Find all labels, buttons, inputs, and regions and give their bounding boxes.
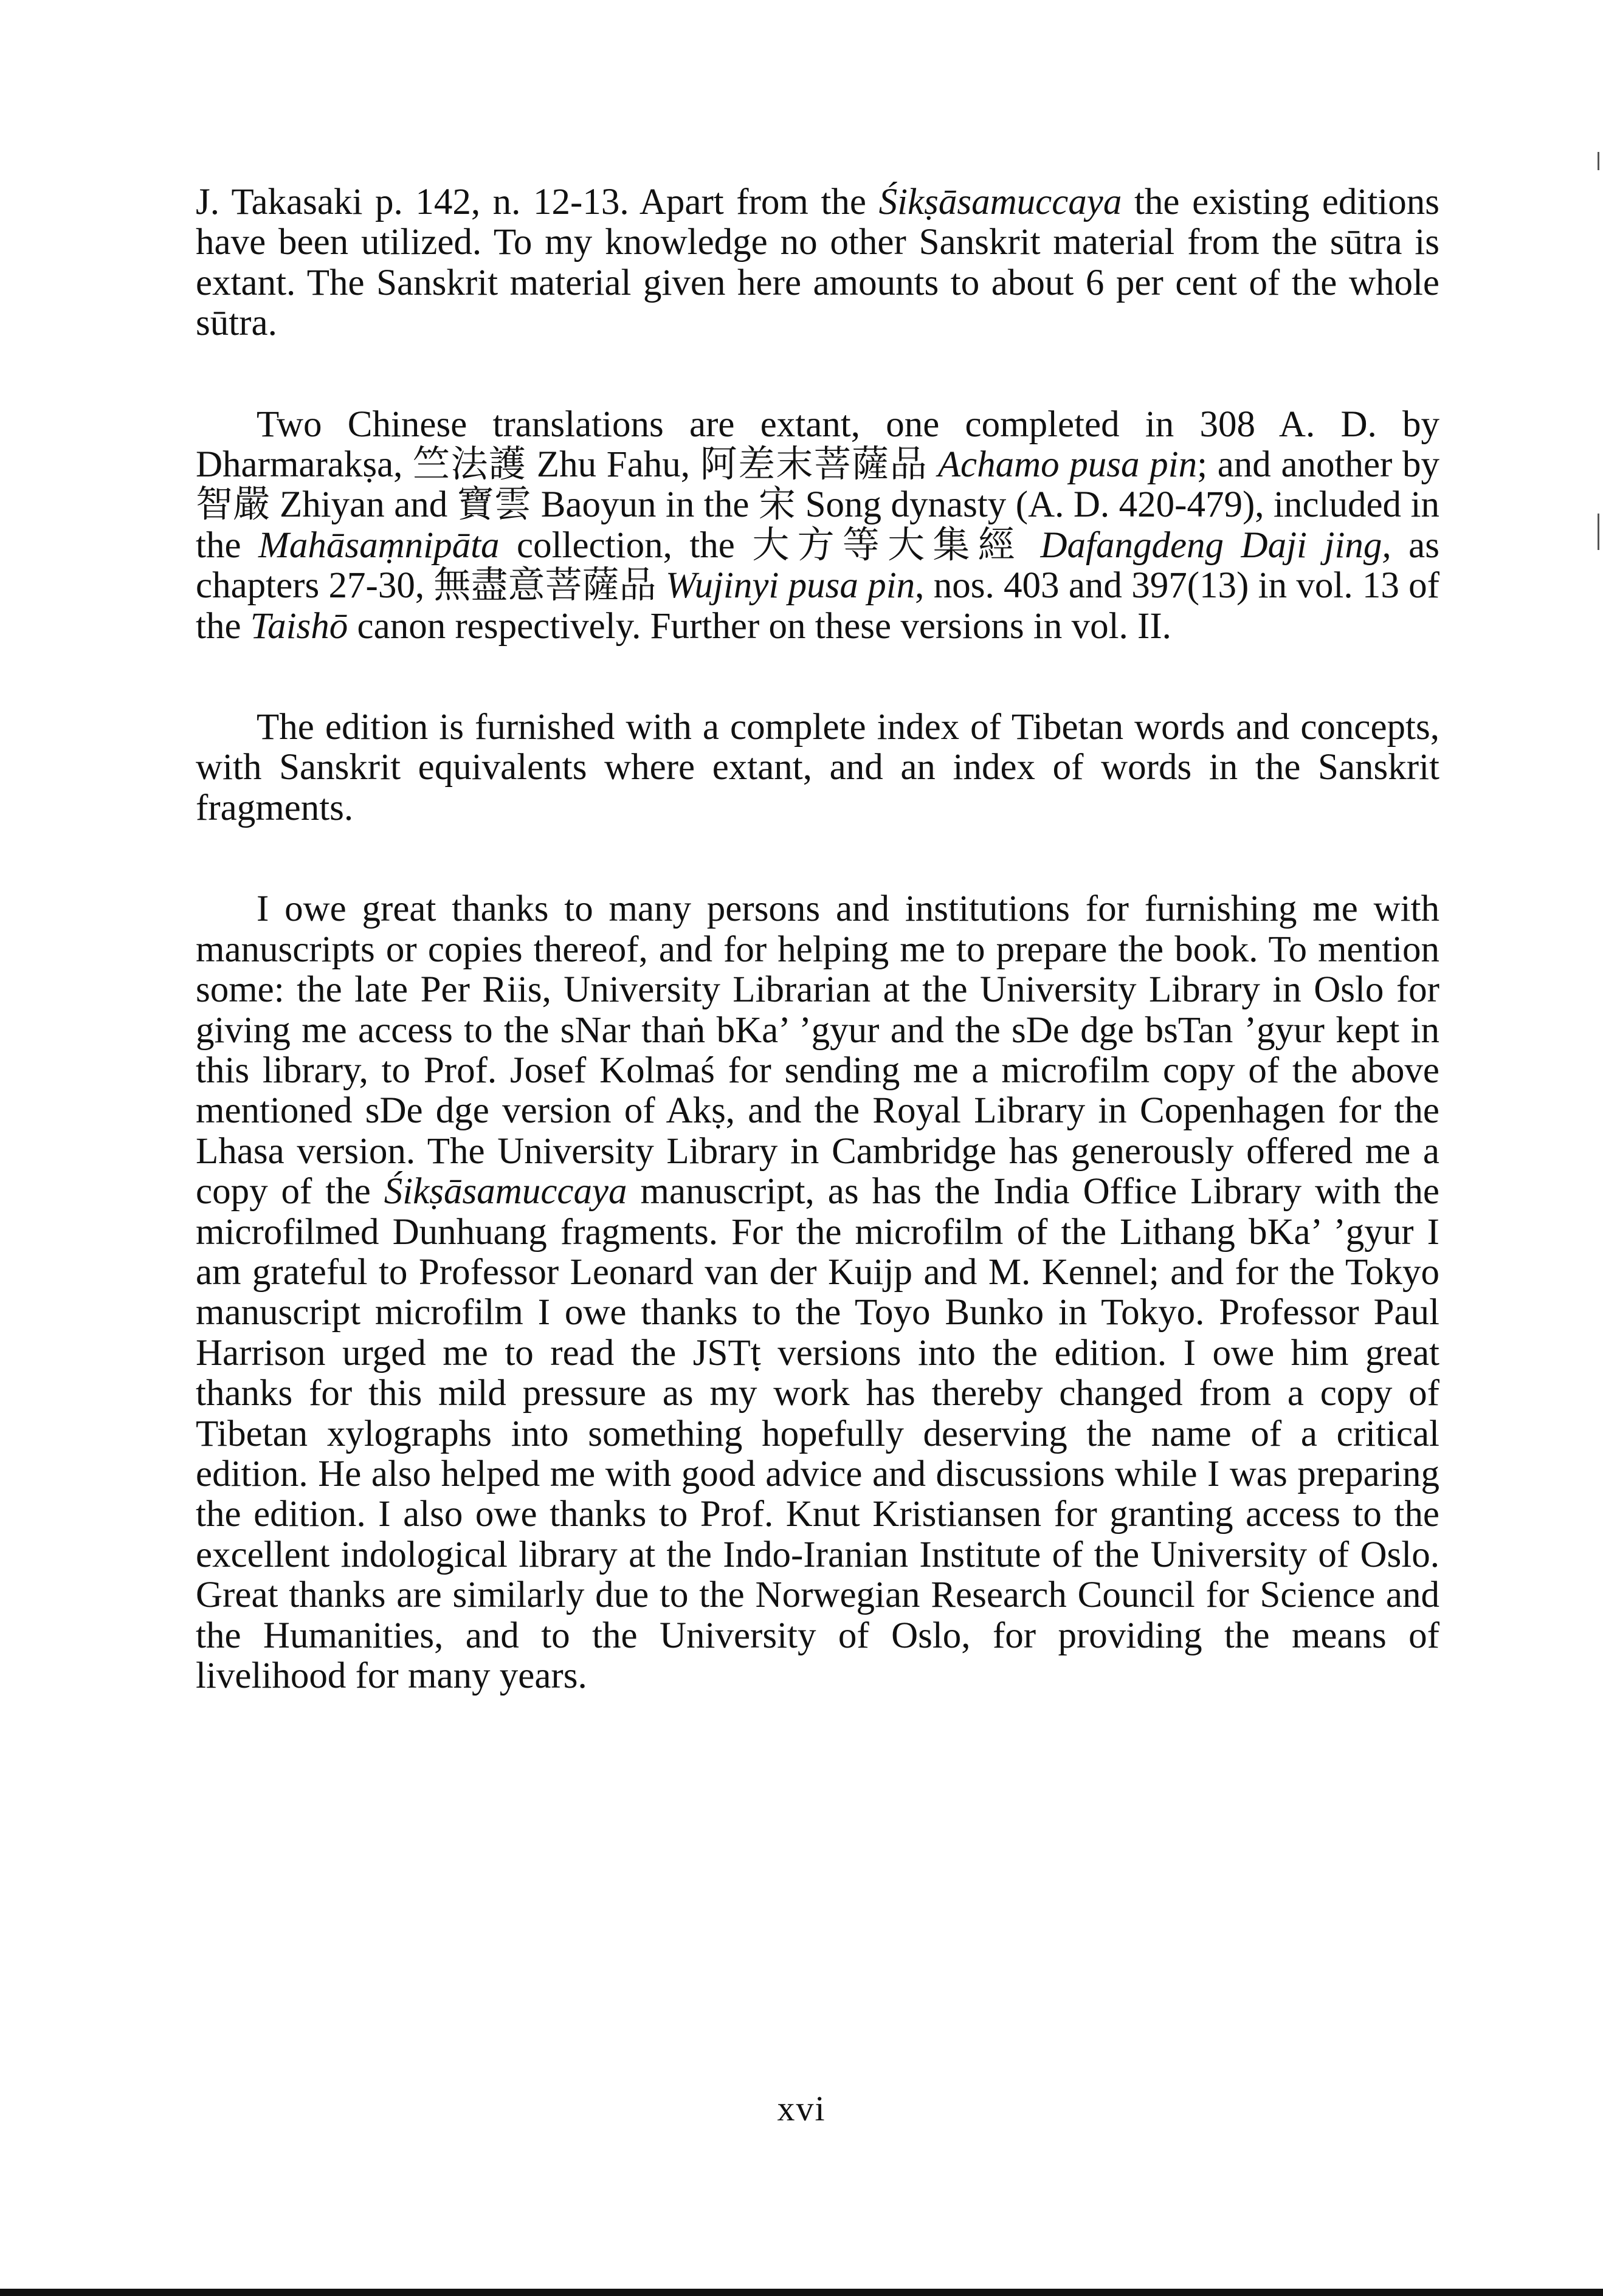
italic-segment: Śikṣāsamuccaya xyxy=(384,1171,627,1212)
italic-segment: Mahāsaṃnipāta xyxy=(258,524,500,566)
text-segment: I owe great thanks to many persons and institutions for furnishing me with manuscripts or copies thereof, and for helping me to prepare the book. To mention some: the late Per Riis, University Librarian at the University Library in Oslo for giving me access to the sNar thaṅ bKa’ ’gyur and the sDe dge bsTan ’gyur kept in this library, to Prof. Josef Kolmaś for sending me a microfilm copy of the above mentioned sDe dge version of Akṣ, and the Royal Library in Copenhagen for the Lhasa version. The University Library in Cambridge has generously offered me a copy of the xyxy=(196,888,1439,1212)
italic-segment: Achamo pusa pin xyxy=(937,444,1198,486)
text-segment: manuscript, as has the India Office Library with the microfilmed Dunhuang fragments. For the microfilm of the Lithang bKa’ ’gyur I am grateful to Professor Leonard van der Kuijp and M. Kennel; and for the Tokyo manuscript microfilm I owe thanks to the Toyo Bunko in Tokyo. Professor Paul Harrison urged me to read the JSTṭ versions into the edition. I owe him great thanks for this mild pressure as my work has thereby changed from a copy of Tibetan xylographs into something hopefully deserving the name of a critical edition. He also helped me with good advice and discussions while I was preparing the edition. I also owe thanks to Prof. Knut Kristiansen for granting access to the excellent indological library at the Indo-Iranian Institute of the University of Oslo. Great thanks are similarly due to the Norwegian Research Council for Science and the Humanities, and to the University of Oslo, for providing the means of livelihood for many years. xyxy=(196,1171,1439,1696)
paragraph-acknowledgements xyxy=(196,889,1439,1696)
page-number: xvi xyxy=(777,2089,826,2128)
text-segment: ; and another by 智嚴 Zhiyan and 寶雲 Baoyun in the 宋 Song dynasty (A. D. 420-479), included in the xyxy=(196,444,1439,566)
italic-segment: Śikṣāsamuccaya xyxy=(878,182,1122,222)
margin-mark-middle xyxy=(1598,514,1599,550)
text-segment: the existing editions have been utilized. To my knowledge no other Sanskrit material from the sūtra is extant. The Sanskrit material given here amounts to about 6 per cent of the whole sūtra. xyxy=(196,182,1439,344)
text-segment: , nos. 403 and 397(13) in vol. 13 of the xyxy=(196,565,1439,647)
text-segment: as chapters 27-30, 無盡意菩薩品 xyxy=(196,524,1439,607)
text-segment: Two Chinese translations are extant, one completed in 308 A. D. by Dharmarakṣa, 竺法護 Zhu Fahu, 阿差末菩薩品 xyxy=(196,404,1439,486)
paragraph-chinese-translations xyxy=(196,405,1439,647)
text-segment: collection, the 大方等大集經 xyxy=(499,524,1041,566)
text-segment: J. Takasaki p. 142, n. 12-13. Apart from the xyxy=(196,182,879,222)
paragraph-continuation xyxy=(196,182,1439,344)
page-body xyxy=(196,182,1439,1757)
paragraph-index-note xyxy=(196,707,1439,828)
margin-mark-top xyxy=(1598,152,1599,170)
italic-segment: Wujinyi pusa pin xyxy=(666,565,915,607)
text-segment: The edition is furnished with a complete index of Tibetan words and concepts, with Sanskrit equivalents where extant, and an index of words in the Sanskrit fragments. xyxy=(196,707,1439,828)
italic-segment: Taishō xyxy=(250,605,348,647)
text-segment: canon respectively. Further on these versions in vol. II. xyxy=(348,605,1171,647)
italic-segment: Dafangdeng Daji jing, xyxy=(1040,524,1391,566)
scan-edge-rule xyxy=(0,2289,1603,2296)
